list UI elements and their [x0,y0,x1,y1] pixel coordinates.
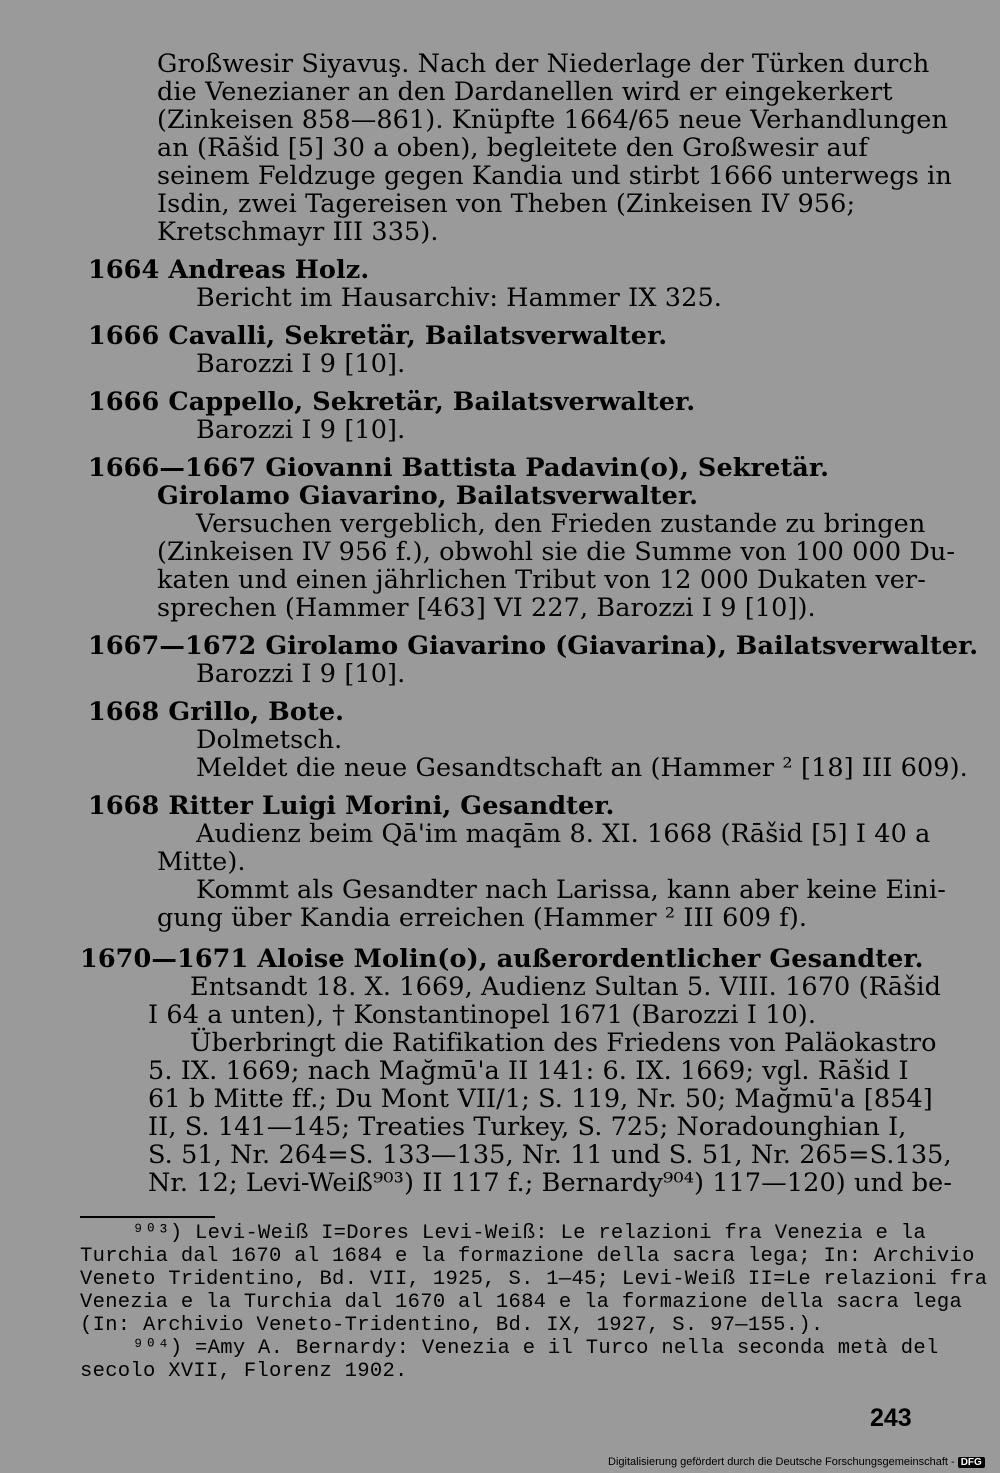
text-line: Versuchen vergeblich, den Frieden zustande zu bringen [196,509,926,539]
footnote-line: Turchia dal 1670 al 1684 e la formazione della sacra lega; In: Archivio [80,1245,975,1268]
text-line: gung über Kandia erreichen (Hammer ² III 609 f). [157,903,808,933]
text-line: I 64 a unten), † Konstantinopel 1671 (Barozzi I 10). [148,1000,817,1030]
text-line: sprechen (Hammer [463] VI 227, Barozzi I 9 [10]). [157,593,816,623]
page-number: 243 [870,1404,912,1432]
text-line: an (Rāšid [5] 30 a oben), begleitete den Großwesir auf [157,133,868,163]
text-line: S. 51, Nr. 264=S. 133—135, Nr. 11 und S. 51, Nr. 265=S.135, [148,1140,952,1170]
text-line: Dolmetsch. [196,725,343,755]
text-line: 61 b Mitte ff.; Du Mont VII/1; S. 119, Nr. 50; Mağmū'a [854] [148,1084,933,1114]
footer-credit [608,1456,985,1468]
text-line: katen und einen jährlichen Tribut von 12 000 Dukaten ver- [157,565,926,595]
footnote-line: secolo XVII, Florenz 1902. [80,1360,408,1383]
text-line: Barozzi I 9 [10]. [196,415,406,445]
text-line: Entsandt 18. X. 1669, Audienz Sultan 5. VIII. 1670 (Rāšid [190,972,942,1002]
text-line: 5. IX. 1669; nach Mağmū'a II 141: 6. IX. 1669; vgl. Rāšid I [148,1056,909,1086]
text-line: Barozzi I 9 [10]. [196,659,406,689]
footnote-line: ⁹⁰³) Levi-Weiß I=Dores Levi-Weiß: Le relazioni fra Venezia e la [132,1222,926,1245]
entry-heading: 1670—1671 Aloise Molin(o), außerordentlicher Gesandter. [80,944,924,974]
text-line: Kretschmayr III 335). [157,217,439,247]
dfg-logo: DFG [958,1457,985,1468]
entry-heading: 1667—1672 Girolamo Giavarino (Giavarina), Bailatsverwalter. [88,631,979,661]
text-line: (Zinkeisen IV 956 f.), obwohl sie die Summe von 100 000 Du- [157,537,956,567]
entry-heading: 1666 Cavalli, Sekretär, Bailatsverwalter. [88,321,668,351]
text-line: Nr. 12; Levi-Weiß⁹⁰³) II 117 f.; Bernardy⁹⁰⁴) 117—120) und be- [148,1168,953,1198]
entry-heading: 1664 Andreas Holz. [88,255,370,285]
text-line: Überbringt die Ratifikation des Friedens von Paläokastro [190,1028,937,1058]
entry-heading: 1668 Grillo, Bote. [88,697,345,727]
footnote-line: ⁹⁰⁴) =Amy A. Bernardy: Venezia e il Turco nella seconda metà del [132,1337,939,1360]
text-line: seinem Feldzuge gegen Kandia und stirbt 1666 unterwegs in [157,161,952,191]
text-line: Meldet die neue Gesandtschaft an (Hammer ² [18] III 609). [196,753,968,783]
text-line: die Venezianer an den Dardanellen wird er eingekerkert [157,77,893,107]
text-line: II, S. 141—145; Treaties Turkey, S. 725; Noradounghian I, [148,1112,907,1142]
entry-heading: 1666 Cappello, Sekretär, Bailatsverwalter. [88,387,696,417]
entry-heading: 1668 Ritter Luigi Morini, Gesandter. [88,791,615,821]
footnote-line: Veneto Tridentino, Bd. VII, 1925, S. 1—45; Levi-Weiß II=Le relazioni fra [80,1268,988,1291]
footer-credit-text: Digitalisierung gefördert durch die Deutsche Forschungsgemeinschaft - [608,1456,955,1468]
text-line: (Zinkeisen 858—861). Knüpfte 1664/65 neue Verhandlungen [157,105,948,135]
text-line: Isdin, zwei Tagereisen von Theben (Zinkeisen IV 956; [157,189,856,219]
entry-heading: 1666—1667 Giovanni Battista Padavin(o), Sekretär. [88,453,830,483]
text-line: Kommt als Gesandter nach Larissa, kann aber keine Eini- [196,875,946,905]
text-line: Audienz beim Qā'im maqām 8. XI. 1668 (Rāšid [5] I 40 a [196,819,931,849]
footnote-line: (In: Archivio Veneto-Tridentino, Bd. IX, 1927, S. 97—155.). [80,1314,824,1337]
entry-heading: Girolamo Giavarino, Bailatsverwalter. [157,481,699,511]
text-line: Mitte). [157,847,246,877]
footnote-divider [80,1216,215,1218]
text-line: Bericht im Hausarchiv: Hammer IX 325. [196,283,722,313]
footnote-line: Venezia e la Turchia dal 1670 al 1684 e la formazione della sacra lega [80,1291,963,1314]
text-line: Großwesir Siyavuş. Nach der Niederlage der Türken durch [157,49,930,79]
text-line: Barozzi I 9 [10]. [196,349,406,379]
